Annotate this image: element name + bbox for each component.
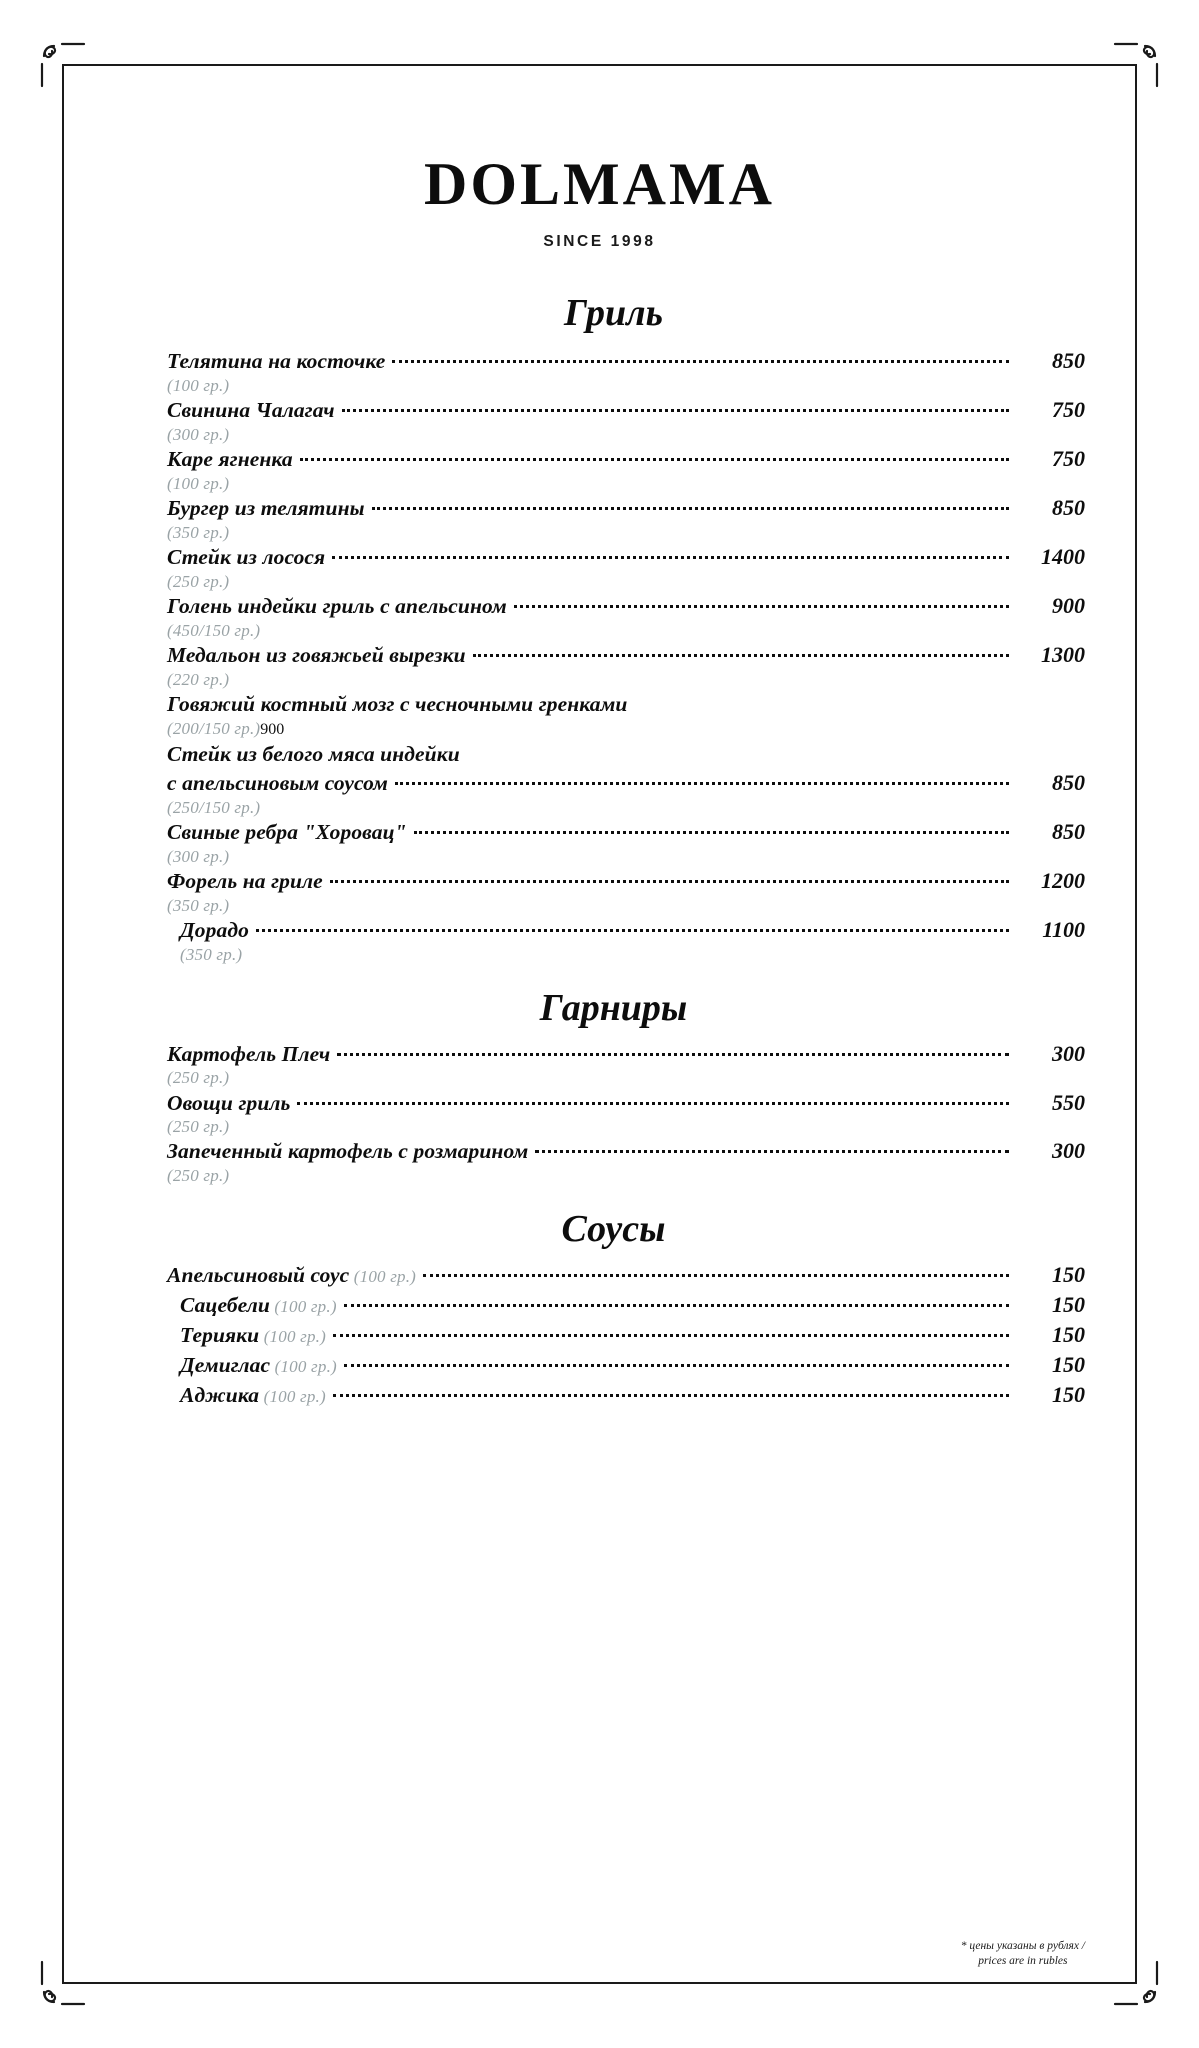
menu-item-price: 850 — [1052, 494, 1085, 520]
dot-leader — [372, 507, 1009, 510]
menu-item-weight: (250/150 гр.) — [167, 797, 261, 817]
menu-item-weight: (200/150 гр.) — [167, 718, 261, 738]
menu-item-weight: (100 гр.) — [349, 1267, 417, 1287]
menu-item-price: 300 — [1052, 1138, 1085, 1164]
menu-item-row — [180, 916, 1085, 945]
menu-item-row — [167, 769, 1085, 798]
menu-item — [167, 867, 1085, 915]
menu-item — [167, 641, 1085, 689]
menu-item-row — [167, 445, 1085, 474]
menu-item-name: Терияки (100 гр.) — [180, 1323, 326, 1348]
menu-item-price: 850 — [1052, 769, 1085, 795]
menu-content — [62, 64, 1137, 1984]
menu-item — [167, 1137, 1085, 1185]
menu-item-row — [167, 818, 1085, 847]
menu-item-name: Овощи гриль — [167, 1090, 291, 1115]
menu-item-row — [167, 592, 1085, 621]
menu-item — [167, 916, 1085, 964]
restaurant-tagline: SINCE 1998 — [543, 233, 656, 250]
menu-item-price: 900 — [260, 720, 285, 738]
menu-item-price: 850 — [1052, 348, 1085, 373]
menu-item-name: Демиглас (100 гр.) — [180, 1353, 337, 1378]
menu-item-weight: (450/150 гр.) — [167, 620, 261, 640]
dot-leader — [342, 409, 1009, 412]
dot-leader — [333, 1394, 1009, 1397]
menu-item — [167, 347, 1085, 395]
menu-item-name: Стейк из лосося — [167, 544, 326, 569]
menu-item-weight: (100 гр.) — [259, 1387, 326, 1407]
menu-item — [167, 543, 1085, 591]
menu-item-row — [167, 1089, 1085, 1118]
dot-leader — [535, 1150, 1009, 1153]
menu-item-weight: (250 гр.) — [167, 571, 230, 591]
menu-item-weight: (300 гр.) — [167, 846, 230, 866]
menu-item-price: 1300 — [1041, 641, 1085, 667]
menu-item — [167, 1040, 1085, 1088]
menu-item-name: Форель на гриле — [167, 868, 323, 893]
menu-item — [167, 592, 1085, 640]
menu-item-name: Стейк из белого мяса индейки — [167, 741, 460, 766]
menu-item — [167, 690, 1085, 739]
menu-item-row — [180, 1351, 1085, 1380]
menu-item — [167, 445, 1085, 493]
menu-item — [167, 494, 1085, 542]
menu-item-row — [180, 1381, 1085, 1410]
menu-item-row — [167, 740, 1085, 769]
dot-leader — [333, 1334, 1009, 1337]
menu-item-row — [167, 543, 1085, 572]
menu-item-weight-row — [167, 719, 1085, 739]
menu-item-name: Телятина на косточке — [167, 349, 386, 373]
menu-item-weight: (250 гр.) — [167, 1166, 230, 1186]
section-items-3 — [62, 1261, 1137, 1410]
section-items-2 — [62, 1040, 1137, 1186]
dot-leader — [344, 1364, 1009, 1367]
menu-item-name: Свинина Чалагач — [167, 397, 335, 422]
footnote-line-1: * цены указаны в рублях / — [960, 1939, 1085, 1952]
menu-item — [167, 1351, 1085, 1380]
menu-item — [167, 1261, 1085, 1290]
menu-item-price: 300 — [1052, 1040, 1085, 1066]
menu-item-name: Свиные ребра "Хоровац" — [167, 819, 407, 844]
menu-item-row — [180, 1321, 1085, 1350]
menu-item-row — [180, 1291, 1085, 1320]
menu-item-row — [167, 867, 1085, 896]
menu-item-row — [167, 347, 1085, 376]
menu-item-row — [167, 1261, 1085, 1290]
dot-leader — [300, 458, 1009, 461]
menu-item-weight: (100 гр.) — [167, 375, 230, 395]
dot-leader — [423, 1274, 1009, 1277]
section-items-1 — [62, 347, 1137, 964]
menu-item-name: с апельсиновым соусом — [167, 770, 388, 795]
menu-item-name: Запеченный картофель с розмарином — [167, 1139, 529, 1164]
restaurant-name: DOLMAMA — [424, 151, 775, 217]
footnote-line-2: prices are in rubles — [978, 1955, 1068, 1968]
menu-item-price: 150 — [1052, 1352, 1085, 1378]
section-title-1: Гриль — [564, 292, 663, 334]
menu-item-weight: (350 гр.) — [167, 895, 230, 915]
menu-item-name: Дорадо — [180, 917, 249, 942]
dot-leader — [344, 1304, 1009, 1307]
menu-item-price: 850 — [1052, 818, 1085, 844]
dot-leader — [256, 929, 1009, 932]
menu-item-weight: (100 гр.) — [269, 1297, 337, 1317]
menu-item-name: Картофель Плеч — [167, 1041, 331, 1066]
section-title-3: Соусы — [561, 1208, 666, 1251]
menu-item-price: 750 — [1052, 396, 1085, 422]
menu-item — [167, 1381, 1085, 1410]
menu-item-price: 1400 — [1041, 543, 1085, 569]
menu-item-price: 150 — [1052, 1382, 1085, 1408]
menu-item-name: Говяжий костный мозг с чесночными гренками — [167, 691, 628, 716]
dot-leader — [414, 831, 1009, 834]
menu-item-weight: (300 гр.) — [167, 424, 230, 444]
menu-item-price: 900 — [1052, 592, 1085, 618]
menu-item — [167, 1089, 1085, 1137]
menu-item-name: Апельсиновый соус (100 гр.) — [167, 1263, 417, 1288]
menu-item-price: 150 — [1052, 1322, 1085, 1348]
menu-sections — [62, 291, 1137, 1410]
price-currency-footnote — [961, 1939, 1085, 1970]
menu-item-weight: (220 гр.) — [167, 669, 230, 689]
menu-item — [167, 396, 1085, 444]
menu-item — [167, 1321, 1085, 1350]
menu-item-weight: (100 гр.) — [259, 1327, 326, 1347]
menu-item-row — [167, 1040, 1085, 1069]
menu-item-weight: (100 гр.) — [167, 473, 230, 493]
dot-leader — [392, 360, 1009, 363]
menu-item-row — [167, 641, 1085, 670]
menu-item-row — [167, 494, 1085, 523]
menu-item-row — [167, 396, 1085, 425]
menu-item-weight: (350 гр.) — [167, 522, 230, 542]
menu-item-price: 1200 — [1041, 867, 1085, 893]
dot-leader — [395, 782, 1009, 785]
menu-item-price: 150 — [1052, 1262, 1085, 1288]
dot-leader — [514, 605, 1009, 608]
dot-leader — [297, 1102, 1009, 1105]
dot-leader — [473, 654, 1009, 657]
menu-item-price: 550 — [1052, 1089, 1085, 1115]
menu-item — [167, 1291, 1085, 1320]
menu-item — [167, 740, 1085, 817]
dot-leader — [332, 556, 1009, 559]
menu-item-price: 750 — [1052, 445, 1085, 471]
menu-item-weight: (350 гр.) — [180, 944, 243, 964]
section-title-2: Гарниры — [539, 986, 688, 1029]
menu-item-name: Голень индейки гриль с апельсином — [167, 593, 507, 618]
menu-item-weight: (100 гр.) — [270, 1357, 337, 1377]
menu-item-row — [167, 690, 1085, 719]
menu-item-name: Сацебели (100 гр.) — [180, 1293, 337, 1318]
menu-item-price: 1100 — [1042, 916, 1085, 942]
menu-item-weight: (250 гр.) — [167, 1117, 230, 1137]
menu-item — [167, 818, 1085, 866]
menu-item-price: 150 — [1052, 1292, 1085, 1318]
menu-item-name: Медальон из говяжьей вырезки — [167, 642, 466, 667]
menu-item-name: Бургер из телятины — [167, 495, 365, 520]
dot-leader — [337, 1053, 1009, 1056]
dot-leader — [330, 880, 1009, 883]
menu-item-name: Каре ягненка — [167, 446, 293, 471]
menu-item-weight: (250 гр.) — [167, 1068, 230, 1088]
menu-item-row — [167, 1137, 1085, 1166]
menu-item-name: Аджика (100 гр.) — [180, 1383, 326, 1408]
